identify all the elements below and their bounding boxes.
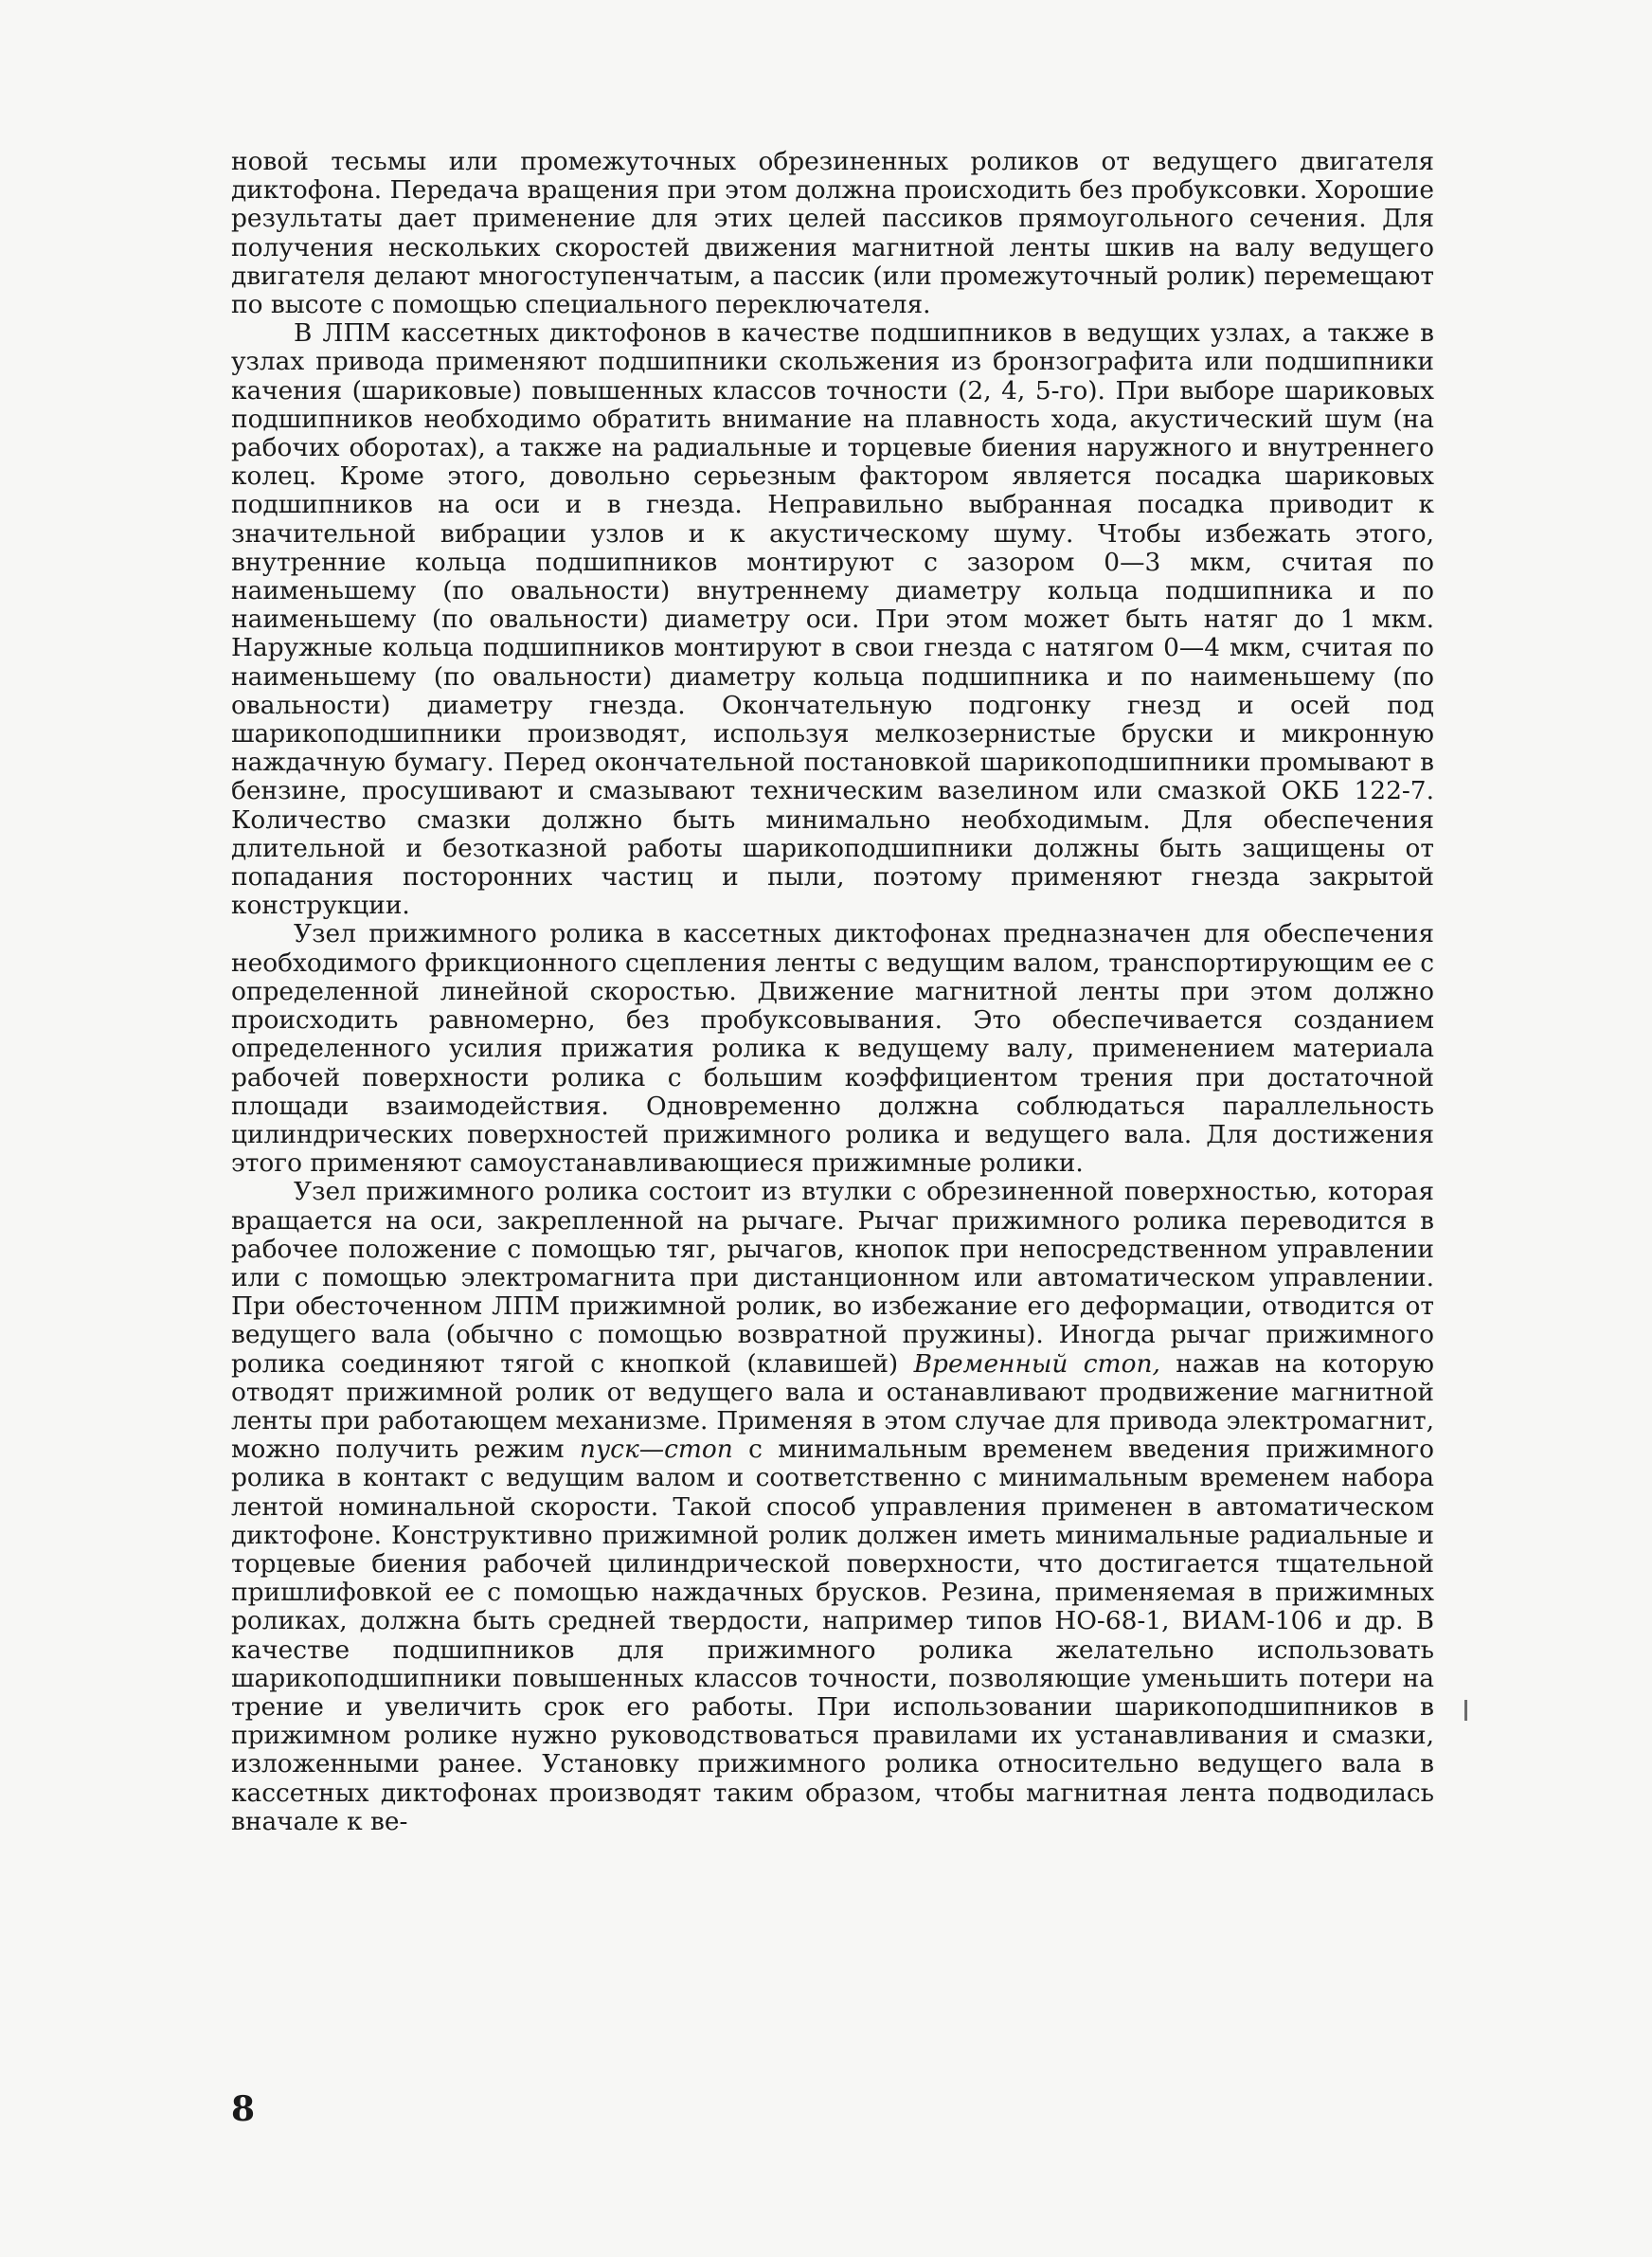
paragraph-2: В ЛПМ кассетных диктофонов в качестве подшипников в ведущих узлах, а также в узлах привода применяют подшипники скольжения из бронзографита или подшипники качения (шариковые) повышенных классов точности (2, 4, 5-го). При выборе шариковых подшипников необходимо обратить внимание на плавность хода, акустический шум (на рабочих оборотах), а также на радиальные и торцевые биения наружного и внутреннего колец. Кроме этого, довольно серьезным фактором является посадка шариковых подшипников на оси и в гнезда. Неправильно выбранная посадка приводит к значительной вибрации узлов и к акустическому шуму. Чтобы избежать этого, внутренние кольца подшипников монтируют с зазором 0—3 мкм, считая по наименьшему (по овальности) внутреннему диаметру кольца подшипника и по наименьшему (по овальности) диаметру оси. При этом может быть натяг до 1 мкм. Наружные кольца подшипников монтируют в свои гнезда с натягом 0—4 мкм, считая по наименьшему (по овальности) диаметру кольца подшипника и по наименьшему (по овальности) диаметру гнезда. Окончательную подгонку гнезд и осей под шарикоподшипники производят, используя мелкозернистые бруски и микронную наждачную бумагу. Перед окончательной постановкой шарикоподшипники промывают в бензине, просушивают и смазывают техническим вазелином или смазкой ОКБ 122-7. Количество смазки должно быть минимально необходимым. Для обеспечения длительной и безотказной работы шарикоподшипники должны быть защищены от попадания посторонних частиц и пыли, поэтому применяют гнезда закрытой конструкции. — [231, 318, 1434, 921]
scan-edge-mark — [1464, 1700, 1467, 1721]
body-text — [231, 148, 1434, 1836]
paragraph-4 — [231, 1178, 1434, 1836]
paragraph-4-italic-1: Временный стоп, — [913, 1348, 1160, 1379]
paragraph-4-text-3: с минимальным временем введения прижимного ролика в контакт с ведущим валом и соответственно с минимальным временем набора лентой номинальной скорости. Такой способ управления применен в автоматическом диктофоне. Конструктивно прижимной ролик должен иметь минимальные радиальные и торцевые биения рабочей цилиндрической поверхности, что достигается тщательной пришлифовкой ее с помощью наждачных брусков. Резина, применяемая в прижимных роликах, должна быть средней твердости, например типов НО-68-1, ВИАМ-106 и др. В качестве подшипников для прижимного ролика желательно использовать шарикоподшипники повышенных классов точности, позволяющие уменьшить потери на трение и увеличить срок его работы. При использовании шарикоподшипников в прижимном ролике нужно руководствоваться правилами их устанавливания и смазки, изложенными ранее. Установку прижимного ролика относительно ведущего вала в кассетных диктофонах производят таким образом, чтобы магнитная лента подводилась вначале к ве- — [231, 1435, 1434, 1836]
paragraph-4-text-2: нажав на которую отводят прижимной ролик от ведущего вала и останавливают продвижение магнитной ленты при работающем механизме. Применяя в этом случае для привода электромагнит, можно получить режим — [231, 1348, 1434, 1465]
page-number: 8 — [231, 2089, 256, 2129]
paragraph-3: Узел прижимного ролика в кассетных диктофонах предназначен для обеспечения необходимого фрикционного сцепления ленты с ведущим валом, транспортирующим ее с определенной линейной скоростью. Движение магнитной ленты при этом должно происходить равномерно, без пробуксовывания. Это обеспечивается созданием определенного усилия прижатия ролика к ведущему валу, применением материала рабочей поверхности ролика с большим коэффициентом трения при достаточной площади взаимодействия. Одновременно должна соблюдаться параллельность цилиндрических поверхностей прижимного ролика и ведущего вала. Для достижения этого применяют самоустанавливающиеся прижимные ролики. — [231, 919, 1434, 1179]
paragraph-4-text-1: Узел прижимного ролика состоит из втулки с обрезиненной поверхностью, которая вращается на оси, закрепленной на рычаге. Рычаг прижимного ролика переводится в рабочее положение с помощью тяг, рычагов, кнопок при непосредственном управлении или с помощью электромагнита при дистанционном или автоматическом управлении. При обесточенном ЛПМ прижимной ролик, во избежание его деформации, отводится от ведущего вала (обычно с помощью возвратной пружины). Иногда рычаг прижимного ролика соединяют тягой с кнопкой (клавишей) — [231, 1177, 1434, 1379]
paragraph-4-italic-2: пуск—стоп — [579, 1435, 733, 1465]
paragraph-1: новой тесьмы или промежуточных обрезиненных роликов от ведущего двигателя диктофона. Передача вращения при этом должна происходить без пробуксовки. Хорошие результаты дает применение для этих целей пассиков прямоугольного сечения. Для получения нескольких скоростей движения магнитной ленты шкив на валу ведущего двигателя делают многоступенчатым, а пассик (или промежуточный ролик) перемещают по высоте с помощью специального переключателя. — [231, 147, 1434, 320]
